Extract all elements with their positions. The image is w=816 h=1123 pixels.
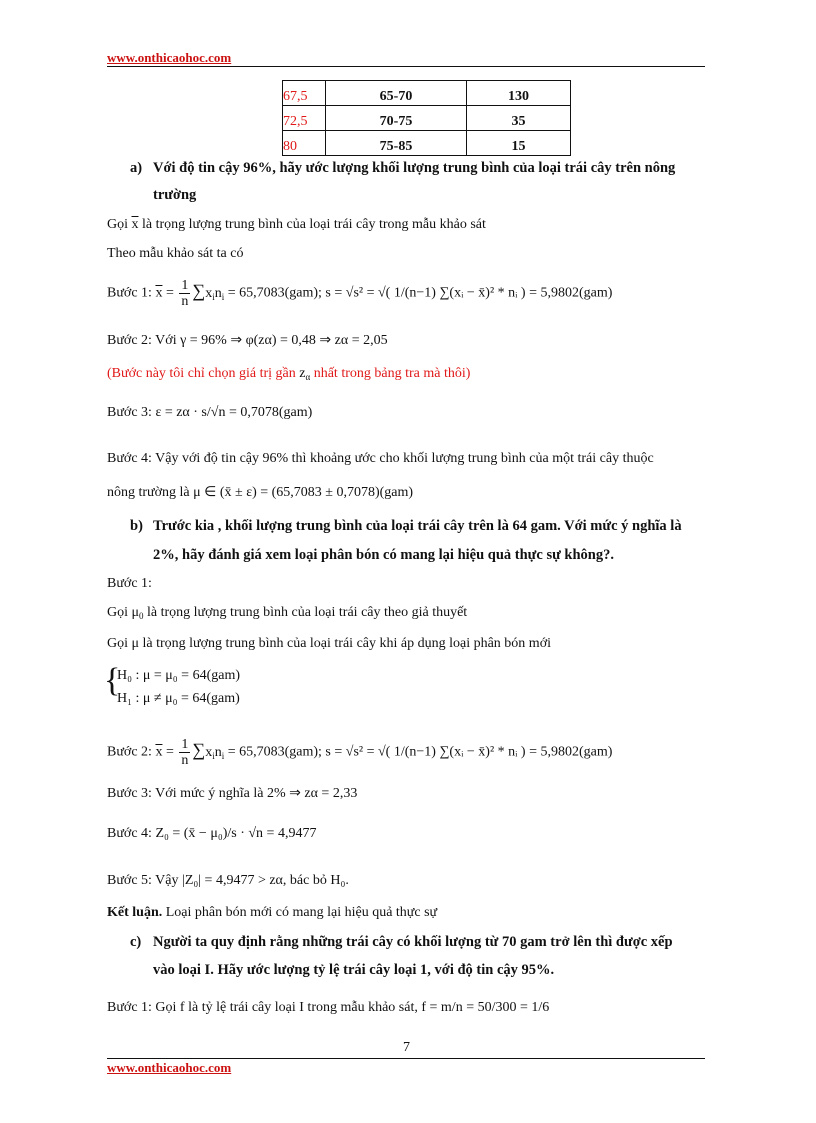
b-conclusion: Kết luận. Loại phân bón mới có mang lại hiệu quả thực sự [107, 905, 438, 920]
table-cell: 130 [467, 81, 571, 106]
table-cell: 65-70 [326, 81, 467, 106]
table-cell: 75-85 [326, 131, 467, 156]
hypothesis-brace: { [104, 662, 121, 699]
question-b-line1: Trước kia , khối lượng trung bình của loại trái cây trên là 64 gam. Với mức ý nghĩa là [153, 518, 682, 534]
table-row [283, 81, 571, 106]
a-step3: Bước 3: ε = zα · s/√n = 0,7078(gam) [107, 405, 313, 420]
b-step4: Bước 4: Z₀ = (x̄ − μ₀)/s · √n = 4,9477 [107, 826, 317, 841]
page-number: 7 [403, 1040, 410, 1055]
table-row [283, 131, 571, 156]
a-step2: Bước 2: Với γ = 96% ⇒ φ(zα) = 0,48 ⇒ zα = 2,05 [107, 333, 388, 348]
question-c-line1: Người ta quy định rằng những trái cây có khối lượng từ 70 gam trở lên thì được xếp [153, 934, 673, 950]
table-row [283, 106, 571, 131]
b-step2: Bước 2: $\overline{x}$ = $\frac{1}{n}$ $\sum x_in_i = 65,7083(gam)$; s = √s² = √( 1/(n−1) ∑(xᵢ − x̄)² * nᵢ ) = 5,9802(gam) [107, 737, 613, 768]
footer-rule [107, 1058, 705, 1059]
question-c-line2: vào loại I. Hãy ước lượng tỷ lệ trái cây loại 1, với độ tin cậy 95%. [153, 962, 555, 978]
table-cell: 67,5 [283, 81, 326, 106]
intro-xbar: Gọi $\overline{x}$ là trọng lượng trung bình của loại trái cây trong mẫu khảo sát [107, 217, 486, 232]
b-step1: Bước 1: [107, 576, 152, 591]
a-step4-line1: Bước 4: Vậy với độ tin cậy 96% thì khoảng ước cho khối lượng trung bình của một trái cây thuộc [107, 451, 654, 466]
b-h0: H₀ : μ = μ₀ = 64(gam) [117, 668, 240, 683]
question-a-line2: trường [153, 187, 197, 203]
question-c-label: c) [130, 934, 142, 950]
header-site-link[interactable]: www.onthicaohoc.com [107, 50, 232, 65]
table-cell: 72,5 [283, 106, 326, 131]
a-step1: Bước 1: $\overline{x}$ = $\frac{1}{n}$ $\sum x_in_i = 65,7083(gam)$; s = √s² = √( 1/(n−1) ∑(xᵢ − x̄)² * nᵢ ) = 5,9802(gam) [107, 278, 613, 309]
b-step5: Bước 5: Vậy |Z₀| = 4,9477 > zα, bác bỏ H₀. [107, 873, 349, 888]
b-mu0: Gọi $\mu_0$ là trọng lượng trung bình của loại trái cây theo giả thuyết [107, 605, 468, 621]
header-rule [107, 66, 705, 67]
table-cell: 70-75 [326, 106, 467, 131]
table-cell: 35 [467, 106, 571, 131]
question-b-label: b) [130, 518, 143, 534]
c-step1: Bước 1: Gọi f là tỷ lệ trái cây loại I trong mẫu khảo sát, f = m/n = 50/300 = 1/6 [107, 1000, 550, 1015]
data-table [282, 80, 571, 156]
footer-site-link[interactable]: www.onthicaohoc.com [107, 1060, 232, 1075]
a-step4-line2: nông trường là μ ∈ (x̄ ± ε) = (65,7083 ± 0,7078)(gam) [107, 485, 414, 500]
question-a-line1: Với độ tin cậy 96%, hãy ước lượng khối lượng trung bình của loại trái cây trên nông [153, 160, 676, 176]
b-h1: H₁ : μ ≠ μ₀ = 64(gam) [117, 691, 240, 706]
b-mu: Gọi μ là trọng lượng trung bình của loại trái cây khi áp dụng loại phân bón mới [107, 636, 551, 651]
b-step3: Bước 3: Với mức ý nghĩa là 2% ⇒ zα = 2,33 [107, 786, 358, 801]
a-note: (Bước này tôi chỉ chọn giá trị gần $z_\alpha$ nhất trong bảng tra mà thôi) [107, 366, 471, 382]
table-cell: 80 [283, 131, 326, 156]
table-cell: 15 [467, 131, 571, 156]
intro-sample: Theo mẫu khảo sát ta có [107, 246, 244, 261]
question-b-line2: 2%, hãy đánh giá xem loại phân bón có mang lại hiệu quả thực sự không?. [153, 547, 614, 563]
question-a-label: a) [130, 160, 143, 176]
